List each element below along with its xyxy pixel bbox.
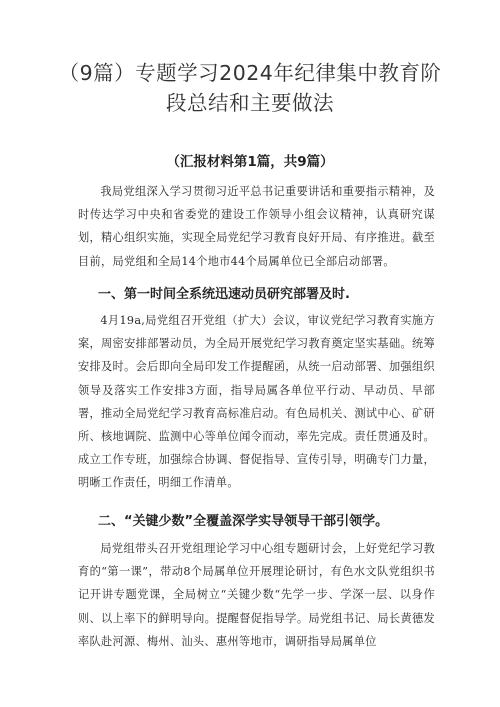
- document-title: [0, 58, 500, 118]
- document-subtitle: （汇报材料第1篇，共9篇）: [166, 154, 334, 170]
- paragraph-intro: 我局党组深入学习贯彻习近平总书记重要讲话和重要指示精神，及时传达学习中央和省委党的建设工作领导小组会议精神，认真研究谋划，精心组织实施，实现全局党纪学习教育良好开局、有序推进。截至目前，局党组和全局14个地市44个局属单位已全部启动部署。: [78, 185, 435, 268]
- paragraph-section-2: 局党组带头召开党组理论学习中心组专题研讨会，上好党纪学习教育的“第一课”，带动8个局属单位开展理论研讨，有色水文队党组织书记开讲专题党课，全局树立“关键少数“先学一步、学深一层、以身作则、以上率下的鲜明导向。提醒督促指导学。局党组书记、局长黄德发率队赴河源、梅州、汕头、惠州等地市，调研指导局属单位: [78, 542, 435, 648]
- section-heading-2: 二、“关键少数”全覆盖深学实导领导干部引领学。: [98, 514, 389, 529]
- title-line-2: 段总结和主要做法: [166, 91, 334, 115]
- section-heading-1: 一、第一时间全系统迅速动员研究部署及时.: [98, 287, 350, 302]
- paragraph-section-1: 4月19a,局党组召开党组（扩大）会议，审议党纪学习教育实施方案，周密安排部署动员，为全局开展党纪学习教育奠定坚实基础。统筹安排及时。会后即向全局印发工作提醒函，从统一启动部署、加强组织领导及落实工作安排3方面，指导局属各单位平行动、早动员、早部署，推动全局党纪学习教育高标准启动。有色局机关、测试中心、矿研所、核地调院、监测中心等单位闻令而动，率先完成。责任贯通及时。成立工作专班，加强综合协调、督促指导、宣传引导，明确专门力量，明晰工作责任，明细工作清单。: [78, 314, 435, 490]
- title-line-1: （9篇）专题学习2024年纪律集中教育阶: [58, 61, 442, 85]
